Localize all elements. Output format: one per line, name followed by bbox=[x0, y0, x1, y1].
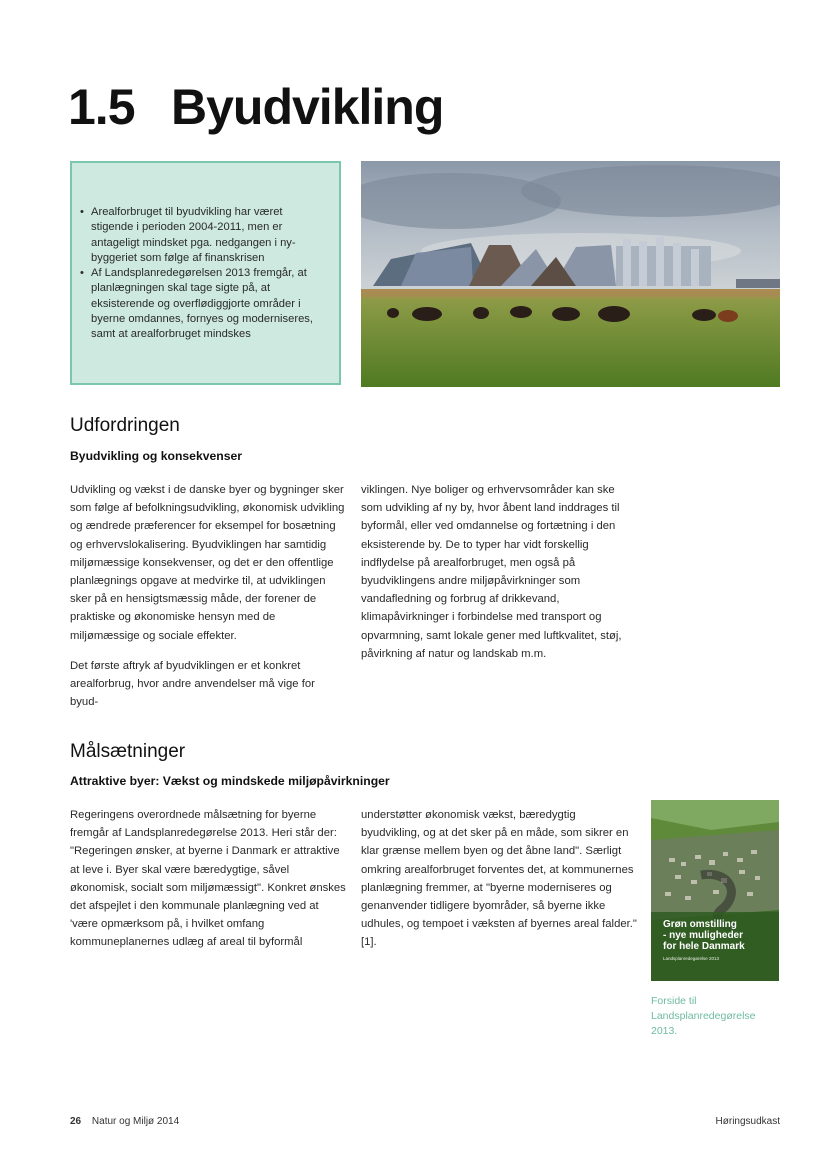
summary-bullet-text: Af Landsplanredegørelsen 2013 fremgår, at planlægningen skal tage sigte på, at eksisterende og overflødiggjorte områder i byerne omdannes, fornyes og moderniseres, samt at arealforbruget mindskes bbox=[91, 267, 314, 341]
cover-caption: Forside til Landsplanredegørelse 2013. bbox=[651, 995, 756, 1037]
udfordringen-col-2 bbox=[361, 481, 637, 675]
section-heading-maalsaetninger: Målsætninger bbox=[70, 741, 186, 762]
summary-list bbox=[80, 205, 325, 343]
section-number: 1.5 bbox=[68, 79, 135, 135]
bullet-icon: • bbox=[80, 267, 84, 280]
publication-name: Natur og Miljø 2014 bbox=[91, 1116, 180, 1127]
page-number: 26 bbox=[70, 1116, 82, 1127]
summary-box bbox=[70, 161, 341, 385]
cover-title-line-2: - nye muligheder bbox=[663, 930, 744, 941]
summary-bullet-text: Arealforbruget til byudvikling har været stigende i perioden 2004-2011, men er antageligt mindsket pga. nedgangen i ny-byggeriet som følge af finanskrisen bbox=[91, 206, 296, 264]
subheading-attraktive-byer: Attraktive byer: Vækst og mindskede miljøpåvirkninger bbox=[70, 774, 390, 788]
udfordringen-col-1 bbox=[70, 481, 346, 723]
summary-bullet-2 bbox=[80, 266, 325, 342]
summary-bullet-1 bbox=[80, 205, 325, 266]
section-title: Byudvikling bbox=[171, 79, 444, 135]
photo-svg bbox=[361, 161, 780, 387]
subheading-byudvikling: Byudvikling og konsekvenser bbox=[70, 449, 243, 463]
report-cover-image bbox=[651, 800, 779, 981]
maalsaetninger-col-2 bbox=[361, 806, 637, 964]
paragraph: understøtter økonomisk vækst, bæredygtig byudvikling, og at det sker på en måde, som sikrer en klar grænse mellem byen og det åbne land". Særligt omkring arealforbruget forventes det, at kommunernes planlægning fremmer, at "byerne moderniseres og genanvender tidligere byområder, så byerne ikke udhules, og tempoet i væksten af byernes areal falder." [1]. bbox=[361, 809, 637, 949]
cover-title-line-3: for hele Danmark bbox=[663, 941, 745, 952]
landscape-photo-icon bbox=[361, 161, 780, 387]
paragraph: Det første aftryk af byudviklingen er et konkret arealforbrug, hvor andre anvendelser må vige for byud- bbox=[70, 659, 315, 709]
section-heading-udfordringen: Udfordringen bbox=[70, 415, 180, 436]
footer-left bbox=[70, 1116, 179, 1127]
cover-subtitle: Landsplanredegørelse 2013 bbox=[663, 956, 720, 961]
cover-svg bbox=[651, 800, 779, 981]
paragraph: viklingen. Nye boliger og erhvervsområder kan ske som udvikling af ny by, hvor åbent land inddrages til byformål, eller ved omdannelse og fortætning i den eksisterende by. De to typer har vidt forskellig indflydelse på arealforbruget, men også på byudviklingens andre miljøpåvirkninger som vandafledning og forbrug af drikkevand, klimapåvirkninger i forbindelse med transport og opvarmning, samt lokale gener med luftkvalitet, støj, påvirkning af natur og landskab m.m. bbox=[361, 484, 622, 660]
paragraph: Udvikling og vækst i de danske byer og bygninger sker som følge af befolkningsudvikling, økonomisk udvikling og ændrede præferencer for eksempel for bosætning og erhvervslokalisering. Byudviklingen har samtidig miljømæssige konsekvenser, og det er den offentlige planlægnings opgave at medvirke til, at udviklingen sker på en hensigtsmæssig måde, der forener de praktiske og økonomiske hensyn med de miljømæssige og sociale effekter. bbox=[70, 484, 345, 642]
bullet-icon: • bbox=[80, 206, 84, 218]
paragraph: Regeringens overordnede målsætning for byerne fremgår af Landsplanredegørelse 2013. Heri står der: "Regeringen ønsker, at byerne i Danmark er attraktive at leve i. Byer skal være bæredygtige, såvel økonomisk, socialt som miljømæssigt". Konkret ønskes det afspejlet i den kommunale planlægning ved at 'være opmærksom på, i hvilket omfang kommuneplanernes udlæg af areal til byformål bbox=[70, 809, 346, 949]
footer-status: Høringsudkast bbox=[715, 1116, 780, 1127]
page-title bbox=[68, 78, 443, 136]
cover-title-line-1: Grøn omstilling bbox=[663, 919, 737, 930]
maalsaetninger-col-1 bbox=[70, 806, 348, 964]
